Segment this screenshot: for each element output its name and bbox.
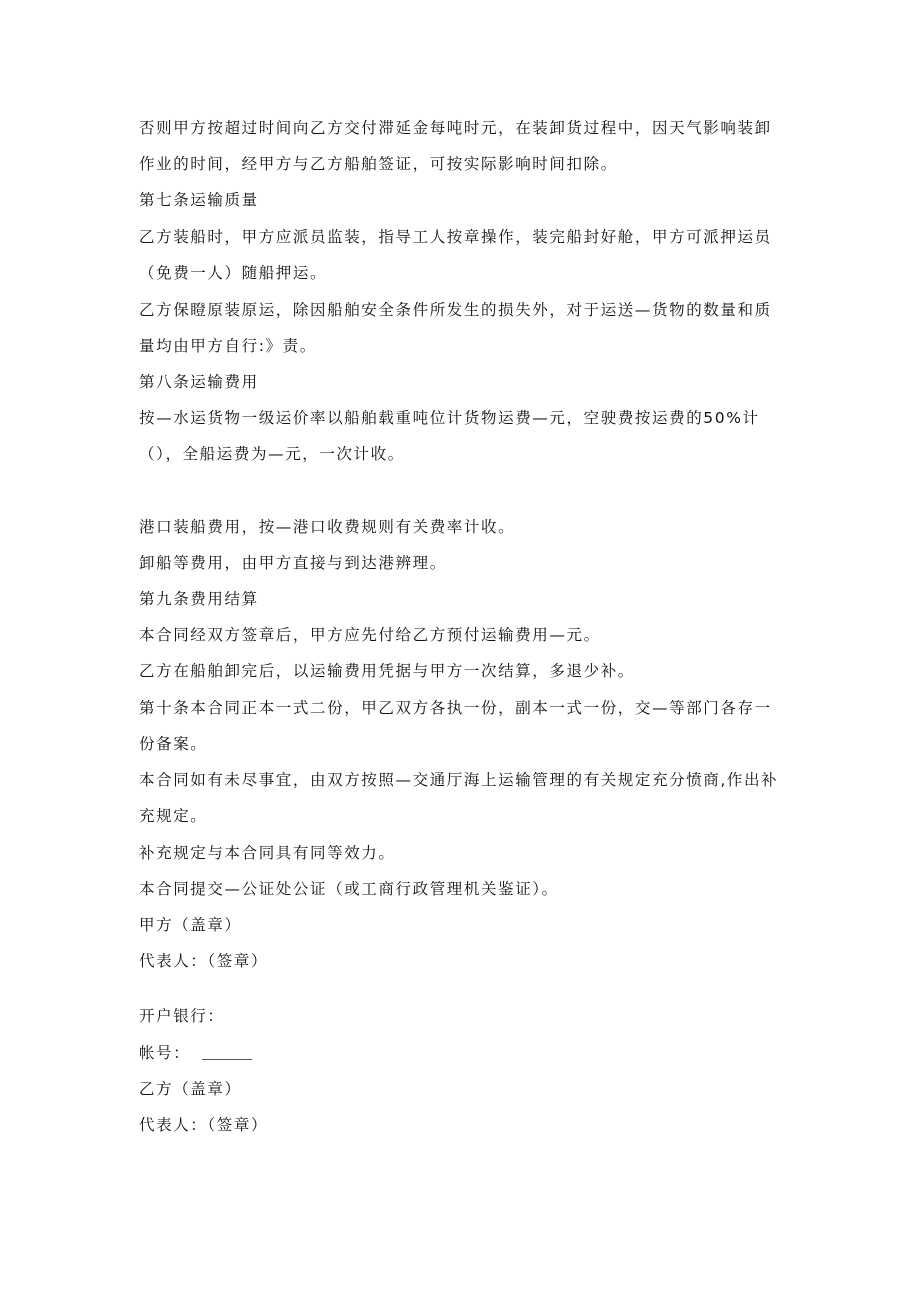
paragraph-line: 卸船等费用，由甲方直接与到达港辨理。	[139, 554, 447, 572]
paragraph-line: 港口装船费用，按—港口收费规则有关费率计收。	[139, 518, 516, 536]
article-heading: 第九条费用结算	[139, 590, 259, 608]
paragraph-line: 乙方装船时，甲方应派员监装，指导工人按章操作，装完船封好舱，甲方可派押运员	[139, 228, 772, 246]
paragraph-line: 本合同如有未尽事宜，由双方按照—交通厅海上运输管理的有关规定充分愤商,作出补	[139, 771, 779, 789]
paragraph-line: 按—水运货物一级运价率以船舶载重吨位计货物运费—元，空驶费按运费的50%计	[139, 409, 760, 427]
article-heading: 第八条运输费用	[139, 373, 259, 391]
paragraph-line: 量均由甲方自行:》责。	[139, 337, 317, 355]
paragraph-line: 作业的时间，经甲方与乙方船舶签证，可按实际影响时间扣除。	[139, 155, 618, 173]
signature-party-a: 甲方（盖章）	[139, 916, 242, 934]
paragraph-line: 乙方保瞪原装原运，除因船舶安全条件所发生的损失外，对于运送—货物的数量和质	[139, 301, 772, 319]
paragraph-line: （免费一人）随船押运。	[139, 264, 328, 282]
paragraph-line: 第十条本合同正本一式二份，甲乙双方各执一份，副本一式一份，交—等部门各存一	[139, 699, 772, 717]
paragraph-line: 充规定。	[139, 807, 208, 825]
paragraph-line: 份备案。	[139, 735, 208, 753]
paragraph-line: 本合同经双方签章后，甲方应先付给乙方预付运输费用—元。	[139, 626, 601, 644]
paragraph-line: 否则甲方按超过时间向乙方交付滞延金每吨时元，在装卸货过程中，因天气影响装卸	[139, 119, 772, 137]
account-line	[139, 1043, 252, 1063]
article-heading: 第七条运输质量	[139, 191, 259, 209]
account-blank-field	[202, 1045, 252, 1060]
account-label: 帐号：	[139, 1044, 191, 1062]
bank-label: 开户银行：	[139, 1007, 225, 1025]
signature-party-b: 乙方（盖章）	[139, 1080, 242, 1098]
paragraph-line: 乙方在船舶卸完后，以运输费用凭据与甲方一次结算，多退少补。	[139, 662, 635, 680]
paragraph-line: 补充规定与本合同具有同等效力。	[139, 844, 396, 862]
paragraph-line: （），全船运费为—元，一次计收。	[139, 445, 405, 463]
paragraph-line: 本合同提交—公证处公证（或工商行政管理机关鉴证）。	[139, 880, 559, 898]
representative-a: 代表人：（签章）	[139, 952, 269, 970]
representative-b: 代表人：（签章）	[139, 1116, 269, 1134]
